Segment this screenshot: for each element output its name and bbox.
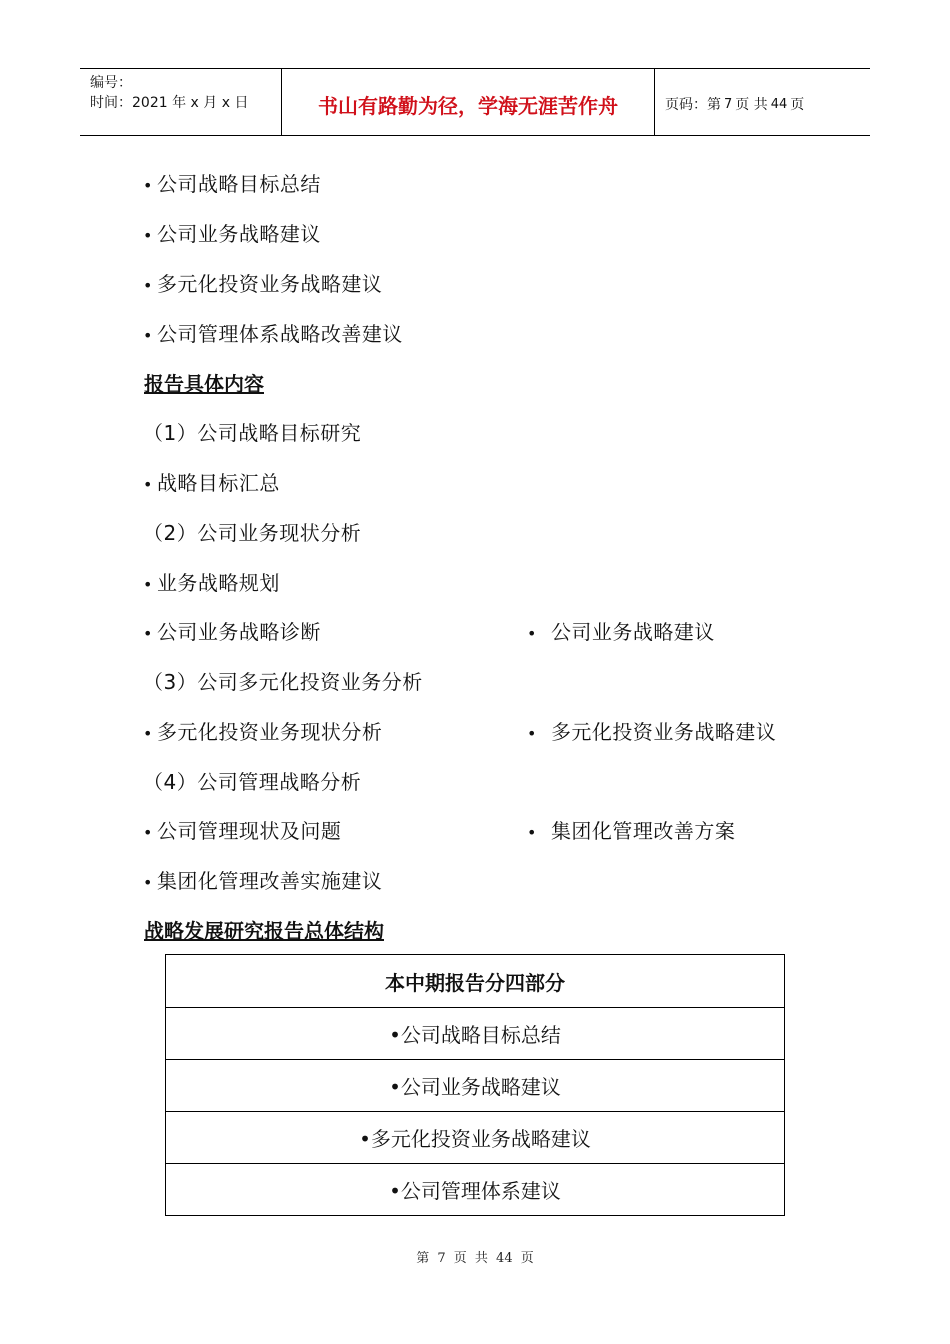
intro-item-text: 多元化投资业务战略建议 xyxy=(156,272,383,296)
bullet-icon: • xyxy=(143,624,153,643)
section-title: （4）公司管理战略分析 xyxy=(143,770,362,794)
section-item xyxy=(143,570,280,598)
section-item-text: 多元化投资业务战略建议 xyxy=(550,720,777,744)
page-footer: 第 7 页 共 44 页 xyxy=(416,1251,534,1266)
header-meta-cell xyxy=(80,69,282,135)
bullet-icon: • xyxy=(527,823,537,842)
summary-table xyxy=(165,954,785,1216)
section-title: （1）公司战略目标研究 xyxy=(143,421,362,445)
bullet-icon: • xyxy=(143,326,153,345)
intro-item-text: 公司战略目标总结 xyxy=(156,172,321,196)
section-item-text: 公司业务战略诊断 xyxy=(156,620,321,644)
bullet-icon: • xyxy=(527,624,537,643)
content-heading: 报告具体内容 xyxy=(144,372,264,396)
summary-table-row: •多元化投资业务战略建议 xyxy=(166,1111,784,1163)
section-item-text: 战略目标汇总 xyxy=(156,471,280,495)
intro-item-text: 公司管理体系战略改善建议 xyxy=(156,322,403,346)
section-title: （2）公司业务现状分析 xyxy=(143,521,362,545)
section-item-text: 公司管理现状及问题 xyxy=(156,819,342,843)
bullet-icon: • xyxy=(527,724,537,743)
bullet-icon: • xyxy=(143,276,153,295)
header-motto-cell xyxy=(282,69,655,135)
bullet-icon: • xyxy=(143,724,153,743)
summary-table-header: 本中期报告分四部分 xyxy=(385,970,565,995)
section-item xyxy=(143,719,382,747)
time-label: 时间：2021 年 x 月 x 日 xyxy=(90,95,249,111)
section-item-text: 业务战略规划 xyxy=(156,571,280,595)
structure-heading: 战略发展研究报告总体结构 xyxy=(144,919,384,943)
summary-table-row: •公司管理体系建议 xyxy=(166,1163,784,1215)
intro-item xyxy=(143,221,321,249)
number-label: 编号： xyxy=(90,75,132,91)
section-item xyxy=(143,470,280,498)
page-total: 44 xyxy=(770,96,788,112)
section-item xyxy=(143,818,341,846)
page-header xyxy=(80,68,870,136)
intro-item xyxy=(143,271,382,299)
page-end: 页 xyxy=(790,97,805,113)
summary-table-row: •公司战略目标总结 xyxy=(166,1007,784,1059)
section-item-text: 公司业务战略建议 xyxy=(550,620,715,644)
page-label: 页码：第 xyxy=(665,97,721,113)
section-item-text: 多元化投资业务现状分析 xyxy=(156,720,383,744)
bullet-icon: • xyxy=(143,226,153,245)
intro-item xyxy=(143,321,403,349)
summary-table-row: •公司业务战略建议 xyxy=(166,1059,784,1111)
page-mid: 页 共 xyxy=(735,97,768,113)
section-item-text: 集团化管理改善方案 xyxy=(550,819,736,843)
header-page-cell xyxy=(655,69,870,135)
section-title: （3）公司多元化投资业务分析 xyxy=(143,670,423,694)
bullet-icon: • xyxy=(143,823,153,842)
bullet-icon: • xyxy=(143,475,153,494)
intro-item xyxy=(143,171,321,199)
page-current: 7 xyxy=(724,96,733,112)
bullet-icon: • xyxy=(143,176,153,195)
bullet-icon: • xyxy=(143,873,153,892)
motto-text: 书山有路勤为径，学海无涯苦作舟 xyxy=(318,93,618,118)
intro-item-text: 公司业务战略建议 xyxy=(156,222,321,246)
section-item xyxy=(527,719,776,747)
section-item xyxy=(143,868,382,896)
section-item xyxy=(527,619,715,647)
section-item xyxy=(527,818,735,846)
section-item-text: 集团化管理改善实施建议 xyxy=(156,869,383,893)
bullet-icon: • xyxy=(143,575,153,594)
section-item xyxy=(143,619,321,647)
